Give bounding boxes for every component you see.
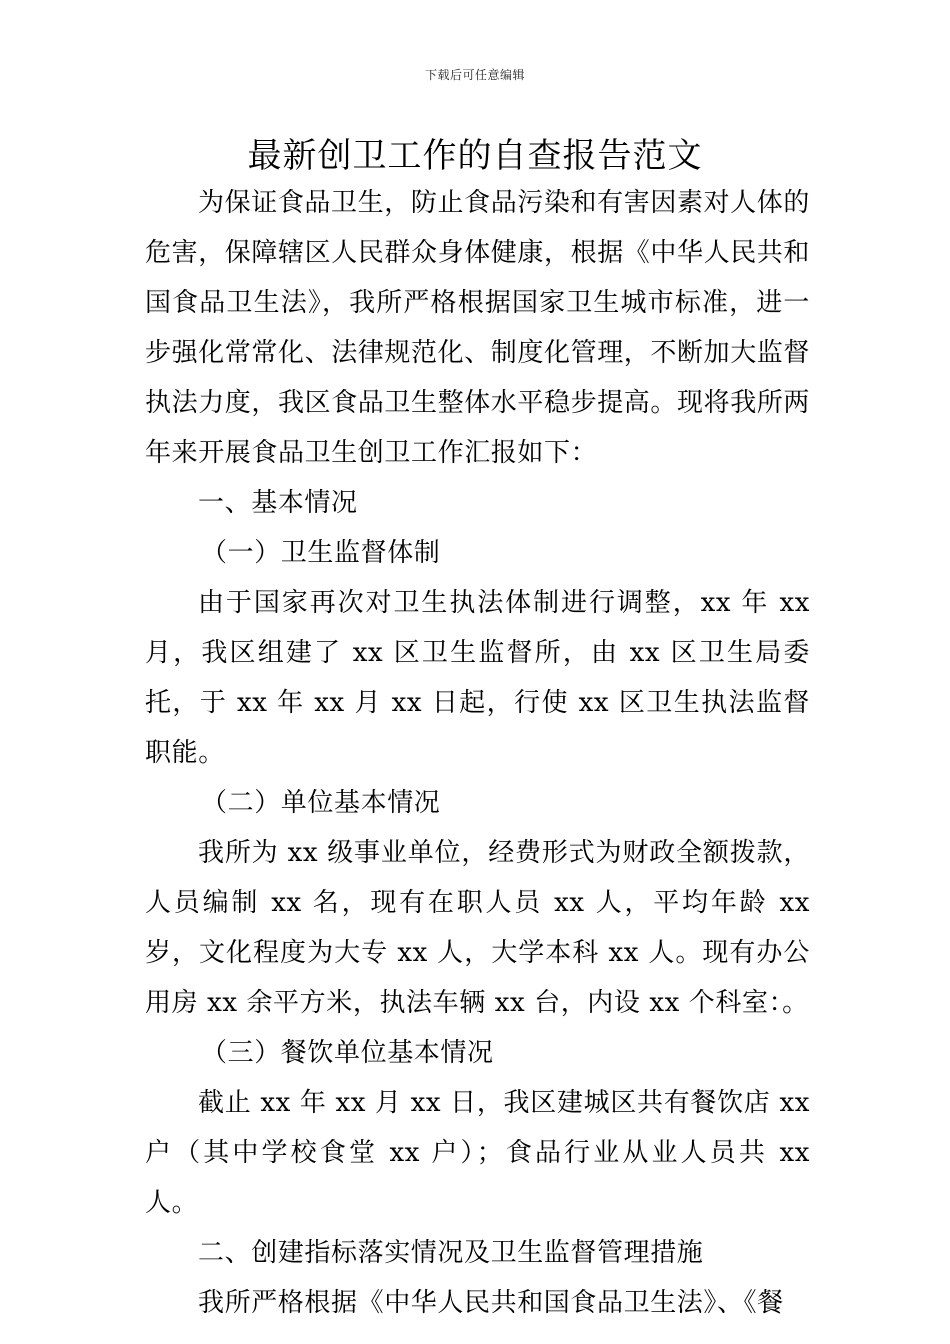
page-header-note: 下载后可任意编辑 bbox=[424, 68, 525, 82]
section-heading-basic-situation: 一、基本情况 bbox=[198, 488, 358, 518]
subsection-heading-supervision-system: （一）卫生监督体制 bbox=[201, 538, 441, 568]
catering-units-paragraph: 截止 xx 年 xx 月 xx 日，我区建城区共有餐饮店 xx 户（其中学校食堂 xx 户）；食品行业从业人员共 xx 人。 bbox=[145, 1088, 810, 1218]
document-body bbox=[145, 178, 810, 1328]
supervision-system-paragraph: 由于国家再次对卫生执法体制进行调整，xx 年 xx 月，我区组建了 xx 区卫生监督所，由 xx 区卫生局委托，于 xx 年 xx 月 xx 日起，行使 xx 区卫生执法监督职能。 bbox=[145, 588, 810, 768]
subsection-heading-catering-units: （三）餐饮单位基本情况 bbox=[201, 1038, 494, 1068]
indicators-paragraph: 我所严格根据《中华人民共和国食品卫生法》、《餐 bbox=[198, 1288, 784, 1318]
section-heading-indicators: 二、创建指标落实情况及卫生监督管理措施 bbox=[198, 1238, 704, 1268]
document-title: 最新创卫工作的自查报告范文 bbox=[247, 136, 703, 176]
intro-paragraph: 为保证食品卫生，防止食品污染和有害因素对人体的危害，保障辖区人民群众身体健康，根据《中华人民共和国食品卫生法》，我所严格根据国家卫生城市标准，进一步强化常常化、法律规范化、制度化管理，不断加大监督执法力度，我区食品卫生整体水平稳步提高。现将我所两年来开展食品卫生创卫工作汇报如下： bbox=[145, 188, 811, 468]
unit-info-paragraph: 我所为 xx 级事业单位，经费形式为财政全额拨款，人员编制 xx 名，现有在职人员 xx 人，平均年龄 xx 岁，文化程度为大专 xx 人，大学本科 xx 人。现有办公用房 xx 余平方米，执法车辆 xx 台，内设 xx 个科室：。 bbox=[145, 838, 810, 1018]
subsection-heading-unit-info: （二）单位基本情况 bbox=[201, 788, 441, 818]
